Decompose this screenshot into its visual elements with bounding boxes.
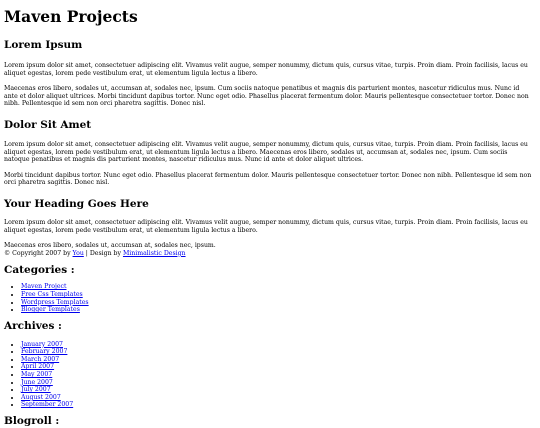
post-heading: Your Heading Goes Here (4, 197, 149, 210)
archives-heading: Archives : (4, 319, 62, 332)
list-item (21, 394, 534, 402)
post-heading: Dolor Sit Amet (4, 118, 92, 131)
list-item (21, 283, 534, 291)
post-paragraph: Maecenas eros libero, sodales ut, accumsan at, sodales nec, ipsum. (4, 242, 216, 250)
categories-list (4, 283, 534, 313)
list-item (21, 386, 534, 394)
archive-link-may-2007[interactable]: May 2007 (21, 371, 53, 379)
category-link-blogger-templates[interactable]: Blogger Templates (21, 306, 80, 314)
category-link-wordpress-templates[interactable]: Wordpress Templates (21, 298, 89, 306)
list-item (21, 299, 534, 307)
author-link[interactable]: You (72, 249, 84, 257)
archive-link-june-2007[interactable]: June 2007 (21, 378, 53, 386)
category-link-maven-project[interactable]: Maven Project (21, 283, 67, 291)
list-item (21, 348, 534, 356)
archive-link-march-2007[interactable]: March 2007 (21, 355, 60, 363)
list-item (21, 341, 534, 349)
archive-link-september-2007[interactable]: September 2007 (21, 401, 74, 409)
design-credit-text: | Design by (83, 249, 123, 257)
archive-link-february-2007[interactable]: February 2007 (21, 348, 68, 356)
list-item (21, 379, 534, 387)
site-title: Maven Projects (4, 7, 138, 26)
list-item (21, 306, 534, 314)
archive-link-april-2007[interactable]: April 2007 (21, 363, 55, 371)
archive-link-july-2007[interactable]: July 2007 (21, 386, 51, 394)
post-paragraph: Lorem ipsum dolor sit amet, consectetuer adipiscing elit. Vivamus velit augue, semper nonummy, dictum quis, cursus vitae, turpis. Proin diam. Proin facilisis, lacus eu aliquet egestas, lorem pede vestibulum erat, ut elementum ligula lectus a libero. (4, 218, 528, 234)
blogroll-heading: Blogroll : (4, 415, 60, 428)
category-link-free-css-templates[interactable]: Free Css Templates (21, 290, 83, 298)
list-item (21, 363, 534, 371)
list-item (21, 356, 534, 364)
post-paragraph: Lorem ipsum dolor sit amet, consectetuer adipiscing elit. Vivamus velit augue, semper nonummy, dictum quis, cursus vitae, turpis. Proin diam. Proin facilisis, lacus eu aliquet egestas, lorem pede vestibulum erat, ut elementum ligula lectus a libero. Maecenas eros libero, sodales ut, accumsan at, sodales nec, ipsum. Cum sociis natoque penatibus et magnis dis parturient montes, nascetur ridiculus mus. Nunc id ante et dolor aliquet ultrices. (4, 140, 528, 164)
post-paragraph: Maecenas eros libero, sodales ut, accumsan at, sodales nec, ipsum. Cum sociis natoque penatibus et magnis dis parturient montes, nascetur ridiculus mus. Nunc id ante et dolor aliquet ultrices. Morbi tincidunt dapibus tortor. Nunc eget odio. Phasellus placerat fermentum dolor. Mauris pellentesque consectetuer tortor. Donec non nibh. Pellentesque id sem non orci pharetra sagittis. Donec nisl. (4, 85, 529, 108)
archives-list (4, 341, 534, 409)
categories-heading: Categories : (4, 264, 75, 277)
list-item (21, 401, 534, 409)
post-heading: Lorem Ipsum (4, 39, 83, 51)
copyright-text: © Copyright 2007 by (4, 249, 73, 257)
archive-link-august-2007[interactable]: August 2007 (21, 393, 61, 401)
copyright-line (4, 250, 534, 258)
list-item (21, 291, 534, 299)
post-paragraph: Morbi tincidunt dapibus tortor. Nunc eget odio. Phasellus placerat fermentum dolor. Mauris pellentesque consectetuer tortor. Donec non nibh. Pellentesque id sem non orci pharetra sagittis. Donec nisl. (4, 171, 532, 187)
design-link[interactable]: Minimalistic Design (122, 249, 186, 257)
archive-link-january-2007[interactable]: January 2007 (21, 340, 63, 348)
post-paragraph: Lorem ipsum dolor sit amet, consectetuer adipiscing elit. Vivamus velit augue, semper nonummy, dictum quis, cursus vitae, turpis. Proin diam. Proin facilisis, lacus eu aliquet egestas, lorem pede vestibulum erat, ut elementum ligula lectus a libero. (4, 62, 528, 77)
page (4, 0, 534, 428)
list-item (21, 371, 534, 379)
